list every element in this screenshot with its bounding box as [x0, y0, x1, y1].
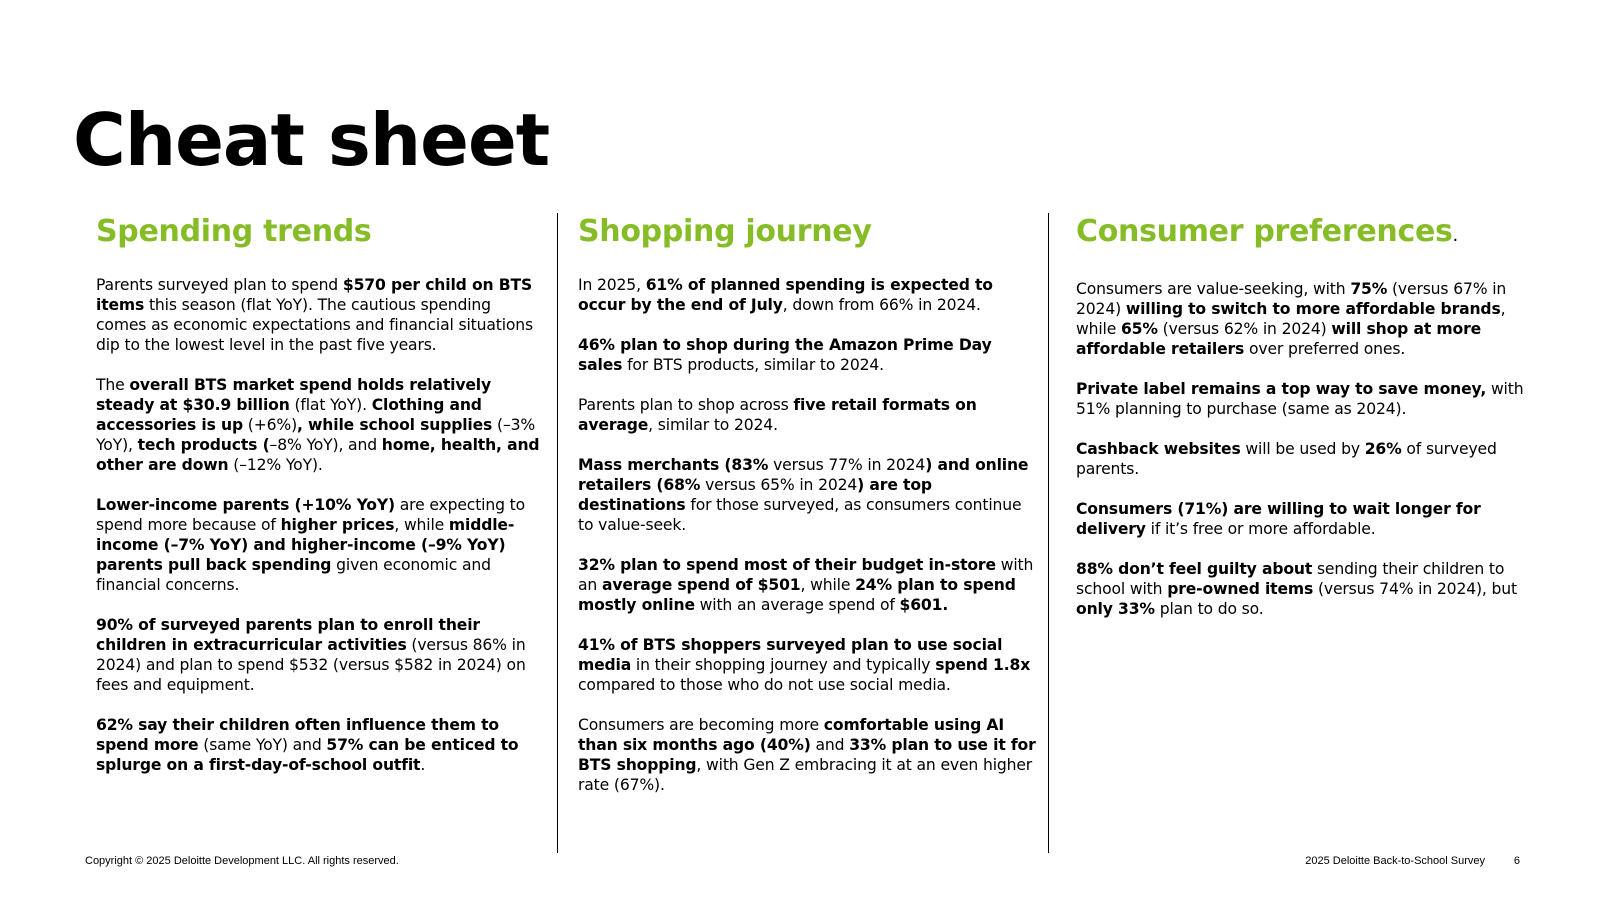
- heading-period: .: [1452, 225, 1458, 246]
- emphasis-text: 46% plan to shop during the Amazon Prime Day sales: [578, 336, 992, 374]
- consumer-preferences-body: [1076, 279, 1536, 619]
- copyright-notice: Copyright © 2025 Deloitte Development LLC. All rights reserved.: [85, 855, 399, 867]
- bullet-paragraph: [578, 335, 1038, 375]
- body-text: for those surveyed, as consumers continue to value-seek.: [578, 496, 1022, 534]
- emphasis-text: 33% plan to use it for BTS shopping: [578, 736, 1036, 774]
- body-text: will be used by: [1240, 440, 1365, 458]
- emphasis-text: 24% plan to spend mostly online: [578, 576, 1016, 614]
- body-text: (versus 86% in 2024) and plan to spend $532 (versus $582 in 2024) on fees and equipment.: [96, 636, 526, 694]
- bullet-paragraph: [578, 635, 1038, 695]
- emphasis-text: 90% of surveyed parents plan to enroll their children in extracurricular activities: [96, 616, 480, 654]
- shopping-journey-heading: Shopping journey: [578, 214, 872, 249]
- survey-name: 2025 Deloitte Back-to-School Survey: [1305, 855, 1485, 867]
- consumer-preferences-column: [1076, 213, 1536, 639]
- bullet-paragraph: [578, 715, 1038, 795]
- page-title: Cheat sheet: [73, 98, 550, 182]
- emphasis-text: spend 1.8x: [935, 656, 1031, 674]
- body-text: The: [96, 376, 130, 394]
- emphasis-text: home, health, and other are down: [96, 436, 540, 474]
- bullet-paragraph: [96, 275, 541, 355]
- emphasis-text: 62% say their children often influence them to spend more: [96, 716, 499, 754]
- body-text: –8% YoY), and: [269, 436, 382, 454]
- body-text: with an: [578, 556, 1034, 594]
- spending-trends-body: [96, 275, 541, 775]
- bullet-paragraph: [1076, 559, 1536, 619]
- heading-text: Consumer preferences: [1076, 214, 1453, 249]
- body-text: with 51% planning to purchase (same as 2024).: [1076, 380, 1524, 418]
- body-text: for BTS products, similar to 2024.: [622, 356, 884, 374]
- bullet-paragraph: [96, 495, 541, 595]
- emphasis-text: Consumers (71%) are willing to wait longer for delivery: [1076, 500, 1481, 538]
- emphasis-text: five retail formats on average: [578, 396, 977, 434]
- bullet-paragraph: [578, 395, 1038, 435]
- emphasis-text: Lower-income parents (+10% YoY): [96, 496, 395, 514]
- emphasis-text: , while school supplies: [297, 416, 493, 434]
- emphasis-text: middle-income (–7% YoY) and higher-income (–9% YoY) parents pull back spending: [96, 516, 515, 574]
- emphasis-text: Private label remains a top way to save money,: [1076, 380, 1487, 398]
- consumer-preferences-heading: [1076, 213, 1536, 255]
- body-text: with an average spend of: [694, 596, 900, 614]
- body-text: (versus 74% in 2024), but: [1313, 580, 1517, 598]
- emphasis-text: 26%: [1364, 440, 1402, 458]
- body-text: , while: [800, 576, 856, 594]
- emphasis-text: pre-owned items: [1167, 580, 1314, 598]
- body-text: in their shopping journey and typically: [631, 656, 936, 674]
- body-text: if it’s free or more affordable.: [1145, 520, 1376, 538]
- emphasis-text: $601.: [899, 596, 949, 614]
- spending-trends-heading: Spending trends: [96, 214, 372, 249]
- emphasis-text: 57% can be enticed to splurge on a first-day-of-school outfit: [96, 736, 519, 774]
- emphasis-text: will shop at more affordable retailers: [1076, 320, 1482, 358]
- body-text: plan to do so.: [1154, 600, 1264, 618]
- body-text: (–3% YoY),: [96, 416, 536, 454]
- body-text: versus 77% in 2024: [768, 456, 926, 474]
- body-text: .: [420, 756, 426, 774]
- body-text: (versus 67% in 2024): [1076, 280, 1507, 318]
- emphasis-text: ) and online retailers (68%: [578, 456, 1029, 494]
- emphasis-text: 65%: [1120, 320, 1158, 338]
- body-text: Parents surveyed plan to spend: [96, 276, 343, 294]
- body-text: are expecting to spend more because of: [96, 496, 526, 534]
- body-text: , while: [394, 516, 449, 534]
- bullet-paragraph: [1076, 379, 1536, 419]
- body-text: Parents plan to shop across: [578, 396, 794, 414]
- bullet-paragraph: [1076, 439, 1536, 479]
- body-text: this season (flat YoY). The cautious spending comes as economic expectations and financial situations dip to the lowest level in the past five years.: [96, 296, 533, 354]
- shopping-journey-column: [578, 213, 1038, 815]
- page-number: 6: [1513, 855, 1520, 867]
- spending-trends-column: [96, 213, 541, 795]
- body-text: In 2025,: [578, 276, 646, 294]
- bullet-paragraph: [578, 455, 1038, 535]
- body-text: compared to those who do not use social media.: [578, 676, 951, 694]
- body-text: sending their children to school with: [1076, 560, 1505, 598]
- body-text: (versus 62% in 2024): [1157, 320, 1332, 338]
- emphasis-text: Clothing and accessories is up: [96, 396, 482, 434]
- emphasis-text: Mass merchants (83%: [578, 456, 769, 474]
- body-text: (–12% YoY).: [228, 456, 323, 474]
- column-divider: [1048, 213, 1049, 853]
- bullet-paragraph: [96, 715, 541, 775]
- emphasis-text: 61% of planned spending is expected to occur by the end of July: [578, 276, 993, 314]
- body-text: and: [810, 736, 850, 754]
- body-text: , down from 66% in 2024.: [782, 296, 981, 314]
- bullet-paragraph: [96, 615, 541, 695]
- body-text: Consumers are becoming more: [578, 716, 824, 734]
- body-text: versus 65% in 2024: [700, 476, 858, 494]
- emphasis-text: only 33%: [1076, 600, 1155, 618]
- body-text: (same YoY) and: [198, 736, 327, 754]
- emphasis-text: higher prices: [280, 516, 395, 534]
- emphasis-text: Cashback websites: [1076, 440, 1241, 458]
- bullet-paragraph: [1076, 499, 1536, 539]
- bullet-paragraph: [578, 275, 1038, 315]
- column-divider: [557, 213, 558, 853]
- bullet-paragraph: [1076, 279, 1536, 359]
- emphasis-text: 32% plan to spend most of their budget in-store: [578, 556, 996, 574]
- emphasis-text: 41% of BTS shoppers surveyed plan to use social media: [578, 636, 1003, 674]
- emphasis-text: 88% don’t feel guilty about: [1076, 560, 1313, 578]
- emphasis-text: average spend of $501: [601, 576, 801, 594]
- emphasis-text: overall BTS market spend holds relatively steady at $30.9 billion: [96, 376, 491, 414]
- body-text: over preferred ones.: [1244, 340, 1406, 358]
- body-text: (flat YoY).: [289, 396, 372, 414]
- body-text: given economic and financial concerns.: [96, 556, 491, 594]
- body-text: , with Gen Z embracing it at an even higher rate (67%).: [578, 756, 1033, 794]
- emphasis-text: tech products (: [137, 436, 270, 454]
- emphasis-text: $570 per child on BTS items: [96, 276, 533, 314]
- body-text: (+6%): [242, 416, 297, 434]
- body-text: , similar to 2024.: [648, 416, 778, 434]
- body-text: , while: [1076, 300, 1506, 338]
- emphasis-text: 75%: [1350, 280, 1388, 298]
- bullet-paragraph: [578, 555, 1038, 615]
- emphasis-text: willing to switch to more affordable brands: [1125, 300, 1501, 318]
- emphasis-text: ) are top destinations: [578, 476, 932, 514]
- shopping-journey-body: [578, 275, 1038, 795]
- body-text: of surveyed parents.: [1076, 440, 1497, 478]
- bullet-paragraph: [96, 375, 541, 475]
- body-text: Consumers are value-seeking, with: [1076, 280, 1351, 298]
- emphasis-text: comfortable using AI than six months ago (40%): [578, 716, 1004, 754]
